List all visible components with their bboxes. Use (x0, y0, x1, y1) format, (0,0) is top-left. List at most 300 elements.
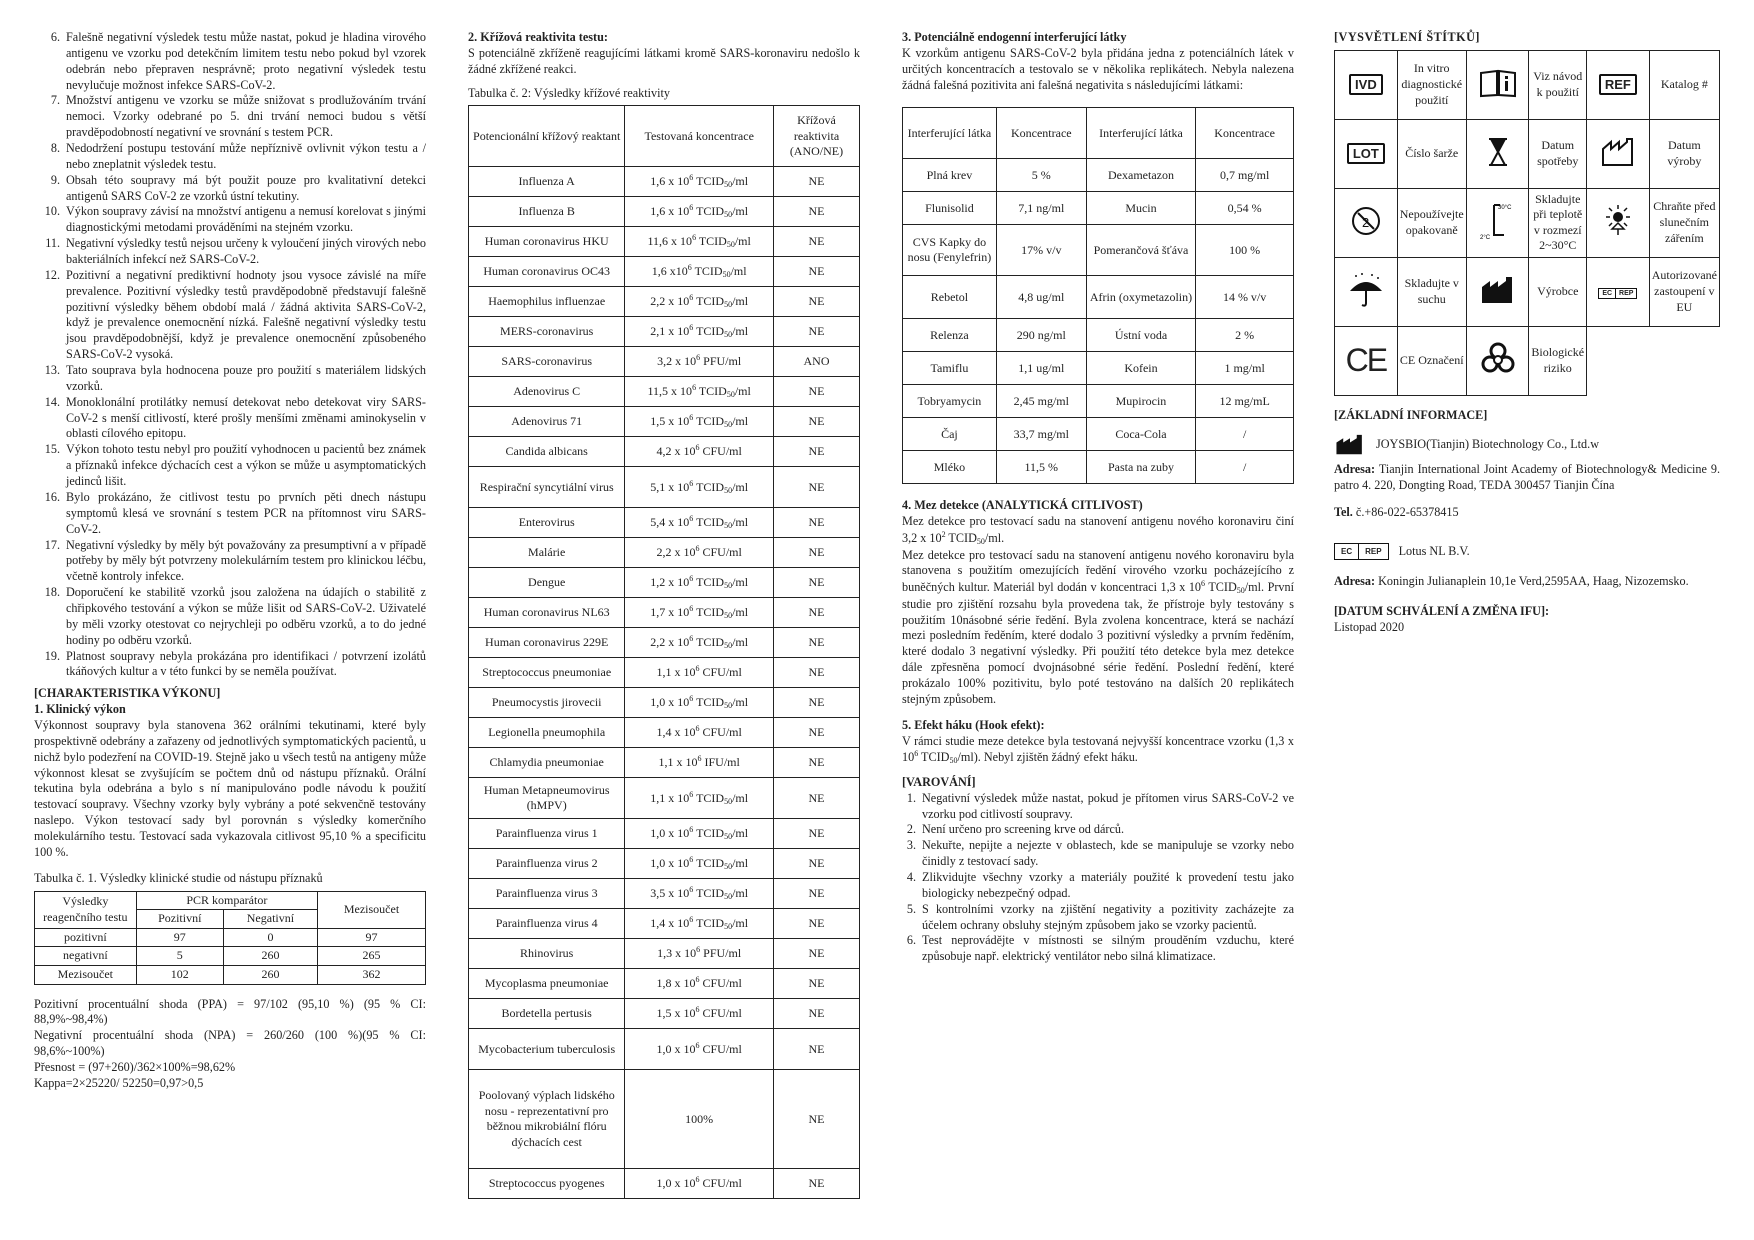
reactant-cell: Respirační syncytiální virus (469, 467, 625, 508)
item-number: 15. (44, 442, 60, 457)
t2-header-concentration: Testovaná koncentrace (625, 106, 774, 167)
reactant-cell: Human coronavirus 229E (469, 628, 625, 658)
mfd-symbol (1587, 119, 1650, 188)
reactivity-cell: NE (773, 909, 859, 939)
reactivity-cell: NE (773, 407, 859, 437)
column-1 (34, 30, 426, 1092)
concentration-cell: 1,1 x $10^6$ $TCID_{50}/ml$ (625, 778, 774, 819)
reactant-cell: Human coronavirus HKU (469, 227, 625, 257)
reactant-cell: Adenovirus C (469, 377, 625, 407)
table-row (469, 598, 860, 628)
cell-c: Mupirocin (1086, 385, 1195, 418)
reactant-cell: Rhinovirus (469, 939, 625, 969)
concentration-cell: 1,4 x $10^6$ $TCID_{50}/ml$ (625, 909, 774, 939)
hook-heading: 5. Efekt háku (Hook efekt): (902, 717, 1045, 732)
manufacturer-label: Výrobce (1529, 257, 1587, 326)
item-number: 11. (45, 236, 60, 251)
table-row (469, 909, 860, 939)
reactant-cell: SARS-coronavirus (469, 347, 625, 377)
reactivity-cell: NE (773, 197, 859, 227)
t1-header-subtotal: Mezisoučet (318, 891, 426, 928)
cell-c: Pomerančová šťáva (1086, 225, 1195, 276)
item-text: Výkon tohoto testu nebyl pro použití vyhodnocen u pacientů bez známek a příznaků infekce dýchacích cest a výkon se může u asymptomatických jedinců lišit. (66, 442, 426, 489)
reactant-cell: Parainfluenza virus 2 (469, 849, 625, 879)
manufacturer-row (1334, 434, 1720, 456)
accuracy-text: Přesnost = (97+260)/362×100%=98,62% (34, 1059, 236, 1074)
cell-c: Kofein (1086, 352, 1195, 385)
concentration-cell: 2,2 x $10^6$ CFU/ml (625, 538, 774, 568)
cell-sub: 97 (318, 928, 426, 947)
reactant-cell: Parainfluenza virus 3 (469, 879, 625, 909)
cross-reactivity-intro: S potenciálně zkříženě reagujícími látkami kromě SARS-koronaviru nedošlo k žádné zkřížené reakci. (468, 45, 860, 76)
table-row (903, 319, 1294, 352)
company-address: Adresa: Tianjin International Joint Academy of Biotechnology& Medicine 9. patro 4. 220, Dongting Road, TEDA 300457 Tianjin Čína (1334, 461, 1720, 492)
table-row (469, 628, 860, 658)
reactivity-cell: NE (773, 467, 859, 508)
cell-d: / (1196, 418, 1294, 451)
limitation-item (34, 30, 426, 93)
ecrep-icon: EC REP (1334, 543, 1389, 560)
t3-header-concentration: Koncentrace (996, 108, 1086, 159)
item-number: 13. (44, 363, 60, 378)
concentration-cell: 1,4 x $10^6$ CFU/ml (625, 718, 774, 748)
concentration-cell: 2,1 x $10^6$ $TCID_{50}/ml$ (625, 317, 774, 347)
reactant-cell: Haemophilus influenzae (469, 287, 625, 317)
lod-paragraph-2: Mez detekce pro testovací sadu na stanovení antigenu nového koronaviru byla stanovena s použitím omezujících ředění virového vzorku pocházejícího z buněčných kultur. Materiál byl dodán v koncentraci 1,3 x $10^6$ $TCID_{50}/ml$. První studie pro zjištění rozsahu byla provedena tak, že přístroje byly testovány s použitím 10násobné série ředění. Byla zvolena koncentrace, která se nachází mezi posledním ředěním, které dodalo 3 pozitivní výsledky a prvním ředěním, které dodalo 3 negativní výsledky. Při použití této detekce byla mez detekce dále zpřesněna pomocí dvojnásobné série ředění. Poslední ředění, které prokázalo 100% pozitivitu, bylo poté testováno na dalších 20 replikátech stejným způsobem. (902, 547, 1294, 706)
cell-a: Flunisolid (903, 192, 997, 225)
table-row (903, 225, 1294, 276)
reactant-cell: Streptococcus pyogenes (469, 1169, 625, 1199)
reactivity-cell: NE (773, 688, 859, 718)
table-row (903, 352, 1294, 385)
table-row (469, 407, 860, 437)
cell-a: Rebetol (903, 276, 997, 319)
ivd-label: In vitro diagnostické použití (1397, 50, 1466, 119)
limitation-item (34, 649, 426, 681)
temperature-limit-icon (1480, 199, 1516, 243)
t3-header-substance: Interferující látka (903, 108, 997, 159)
concentration-cell: 1,0 x $10^6$ $TCID_{50}/ml$ (625, 688, 774, 718)
reactant-cell: Influenza B (469, 197, 625, 227)
eu-rep-row (1334, 543, 1720, 560)
item-number: 12. (44, 267, 60, 282)
table-row (469, 1070, 860, 1169)
item-number: 17. (44, 537, 60, 552)
reactivity-cell: NE (773, 1029, 859, 1070)
do-not-reuse-icon (1350, 205, 1382, 237)
table-row (469, 227, 860, 257)
item-text: Falešně negativní výsledek testu může nastat, pokud je hladina virového antigenu ve vzorku pod detekčním limitem testu nebo pokud byl vzorek odebrán nebo přepraven nesprávně; proto negativní výsledek testu nevylučuje možnost infekce SARS-CoV-2. (66, 30, 426, 92)
cell-d: 0,54 % (1196, 192, 1294, 225)
cross-reactivity-heading: 2. Křížová reaktivita testu: (468, 30, 608, 44)
npa-text: Negativní procentuální shoda (NPA) = 260/260 (100 %)(95 % CI: 98,6%~100%) (34, 1028, 426, 1059)
cell-d: 100 % (1196, 225, 1294, 276)
item-number: 19. (44, 648, 60, 663)
reactivity-cell: NE (773, 1169, 859, 1199)
interfering-heading: 3. Potenciálně endogenní interferující látky (902, 30, 1127, 44)
cell-label: negativní (35, 947, 137, 966)
reactant-cell: Legionella pneumophila (469, 718, 625, 748)
limitation-item (34, 442, 426, 490)
warning-item (902, 870, 1294, 902)
item-number: 7. (50, 93, 60, 108)
ivd-icon: IVD (1349, 74, 1383, 95)
item-text: Negativní výsledky testů nejsou určeny k vyloučení jiných virových nebo bakteriálních infekcí než SARS-CoV-2. (66, 236, 426, 267)
table-row (469, 1169, 860, 1199)
reactant-cell: Human Metapneumovirus (hMPV) (469, 778, 625, 819)
cell-neg: 260 (223, 947, 317, 966)
concentration-cell: 5,4 x $10^6$ $TCID_{50}/ml$ (625, 508, 774, 538)
ref-icon: REF (1599, 74, 1637, 95)
column-2 (468, 30, 860, 1199)
manufacturer-icon (1480, 275, 1516, 305)
concentration-cell: 1,8 x $10^6$ CFU/ml (625, 969, 774, 999)
reactant-cell: Mycobacterium tuberculosis (469, 1029, 625, 1070)
manufacturer-symbol (1466, 257, 1529, 326)
item-number: 8. (50, 141, 60, 156)
limitation-item (34, 204, 426, 236)
cell-a: Plná krev (903, 159, 997, 192)
concentration-cell: 1,7 x $10^6$ $TCID_{50}/ml$ (625, 598, 774, 628)
reactivity-cell: NE (773, 167, 859, 197)
symbols-table (1334, 50, 1720, 396)
table-row (469, 467, 860, 508)
warnings-heading: [VAROVÁNÍ] (902, 774, 976, 789)
cell-a: Tamiflu (903, 352, 997, 385)
lod-heading: 4. Mez detekce (ANALYTICKÁ CITLIVOST) (902, 498, 1143, 513)
table2-caption: Tabulka č. 2: Výsledky křížové reaktivity (468, 85, 670, 100)
cell-c: Afrin (oxymetazolin) (1086, 276, 1195, 319)
reactivity-cell: NE (773, 999, 859, 1029)
table-row (469, 1029, 860, 1070)
limitation-item (34, 93, 426, 141)
concentration-cell: 1,0 x $10^6$ CFU/ml (625, 1029, 774, 1070)
item-text: Monoklonální protilátky nemusí detekovat nebo detekovat viry SARS-CoV-2 s menší citlivostí, které prošly menšími změnami aminokyselin v oblasti cílového epitopu. (66, 394, 426, 441)
reactivity-cell: NE (773, 658, 859, 688)
sunlight-symbol (1587, 188, 1650, 257)
reactivity-cell: NE (773, 437, 859, 467)
ce-mark-icon: CE (1345, 342, 1387, 379)
clinical-results-table (34, 891, 426, 985)
mfd-label: Datum výroby (1649, 119, 1719, 188)
reactant-cell: Parainfluenza virus 1 (469, 819, 625, 849)
reactant-cell: Dengue (469, 568, 625, 598)
reactivity-cell: NE (773, 1070, 859, 1169)
concentration-cell: 2,2 x $10^6$ $TCID_{50}/ml$ (625, 628, 774, 658)
performance-heading: [CHARAKTERISTIKA VÝKONU] (34, 686, 221, 701)
item-number: 1. (906, 790, 916, 805)
limitation-item (34, 395, 426, 443)
ifu-label: Viz návod k použití (1529, 50, 1587, 119)
limitation-item (34, 268, 426, 363)
reactivity-cell: NE (773, 227, 859, 257)
table-row (469, 939, 860, 969)
cell-b: 290 ng/ml (996, 319, 1086, 352)
instructions-book-icon (1478, 68, 1518, 98)
table-row (469, 658, 860, 688)
manufacture-date-icon (1600, 137, 1636, 167)
limitation-item (34, 490, 426, 538)
ecrep-symbol (1587, 257, 1650, 326)
hook-text: V rámci studie meze detekce byla testovaná nejvyšší koncentrace vzorku (1,3 x $10^6$ $TCID_{50}/ml$). Nebyl zjištěn žádný efekt háku. (902, 733, 1294, 766)
table-row (469, 437, 860, 467)
cell-b: 11,5 % (996, 451, 1086, 484)
table-row (469, 377, 860, 407)
item-number: 4. (906, 869, 916, 884)
item-text: Množství antigenu ve vzorku se může snižovat s prodlužováním trvání nemoci. Vzorky odebrané po 5. dni trvání nemoci budou s větší pravděpodobností negativní ve srovnání s testem PCR. (66, 93, 426, 140)
reactant-cell: Influenza A (469, 167, 625, 197)
dry-symbol (1335, 257, 1398, 326)
table-row (35, 965, 426, 984)
table-row (903, 159, 1294, 192)
cell-b: 1,1 ug/ml (996, 352, 1086, 385)
reactivity-cell: NE (773, 598, 859, 628)
item-text: Nekuřte, nepijte a nejezte v oblastech, kde se manipuluje se vzorky nebo činidly z testovací sady. (922, 838, 1294, 869)
concentration-cell: 2,2 x $10^6$ $TCID_{50}/ml$ (625, 287, 774, 317)
reactant-cell: Parainfluenza virus 4 (469, 909, 625, 939)
cell-label: Mezisoučet (35, 965, 137, 984)
reactivity-cell: NE (773, 778, 859, 819)
t1-header-reagent: Výsledky reagenčního testu (35, 891, 137, 928)
table-row (469, 969, 860, 999)
ecrep-label: Autorizované zastoupení v EU (1649, 257, 1719, 326)
item-number: 3. (906, 838, 916, 853)
warnings-list (902, 791, 1294, 965)
concentration-cell: 5,1 x $10^6$ $TCID_{50}/ml$ (625, 467, 774, 508)
warning-item (902, 902, 1294, 934)
cell-c: Mucin (1086, 192, 1195, 225)
svg-text:2: 2 (1361, 214, 1370, 230)
reactant-cell: Candida albicans (469, 437, 625, 467)
reactant-cell: MERS-coronavirus (469, 317, 625, 347)
table-row (469, 819, 860, 849)
cell-d: 14 % v/v (1196, 276, 1294, 319)
cell-sub: 362 (318, 965, 426, 984)
reactant-cell: Human coronavirus NL63 (469, 598, 625, 628)
item-number: 5. (906, 901, 916, 916)
table-row (469, 257, 860, 287)
concentration-cell: 1,2 x $10^6$ $TCID_{50}/ml$ (625, 568, 774, 598)
item-text: Negativní výsledek může nastat, pokud je přítomen virus SARS-CoV-2 ve vzorku pod citlivostí soupravy. (922, 790, 1294, 821)
item-number: 10. (44, 204, 60, 219)
table-row (903, 276, 1294, 319)
reactivity-cell: NE (773, 317, 859, 347)
concentration-cell: 1,1 x $10^6$ CFU/ml (625, 658, 774, 688)
item-text: Zlikvidujte všechny vzorky a materiály použité k provedení testu jako biologicky nebezpečný odpad. (922, 869, 1294, 900)
single-use-symbol (1335, 188, 1398, 257)
cell-d: 0,7 mg/ml (1196, 159, 1294, 192)
concentration-cell: 4,2 x $10^6$ CFU/ml (625, 437, 774, 467)
item-text: Pozitivní a negativní prediktivní hodnoty jsou vysoce závislé na míře prevalence. Pozitivní výsledky testů pravděpodobně představují falešně pozitivní výsledky během období malá / žádná aktivita SARS-CoV-2, když je prevalence onemocnění nízká. Falešně negativní výsledky testu jsou pravděpodobnější, když je prevalence onemocnění způsobeného SARS-CoV-2 vysoká. (66, 267, 426, 362)
reactant-cell: Human coronavirus OC43 (469, 257, 625, 287)
manufacturer-icon (1334, 434, 1366, 456)
cell-a: Relenza (903, 319, 997, 352)
table-row (469, 167, 860, 197)
temp-label: Skladujte při teplotě v rozmezí 2~30°C (1529, 188, 1587, 257)
item-number: 14. (44, 394, 60, 409)
warning-item (902, 838, 1294, 870)
table-row (469, 317, 860, 347)
interfering-intro: K vzorkům antigenu SARS-CoV-2 byla přidána jedna z potenciálních látek v určitých koncentracích a testovalo se v několika replikátech. Nebyla nalezena žádná falešná pozitivita ani falešná negativita s následujícími látkami: (902, 45, 1294, 92)
table-row (469, 748, 860, 778)
clinical-text: Výkonnost soupravy byla stanovena 362 orálními tekutinami, které byly prospektivně odebrány a zařazeny od jednotlivých symptomatických pacientů, u nichž bylo podezření na COVID-19. Stejně jako u všech testů na antigeny může výkonnost klesat se zvyšujícím se počtem dnů od nástupu příznaků. Orální tekutina byla odebrána a bylo s ní manipulováno podle návodu k použití testovací soupravy. Všechny vzorky byly vybrány a poté sekvenčně testovány naslepo. Výkon testovací sady byl porovnán s výsledky komerčního molekulárního testu. Testovací sada vykazovala citlivost 95,10 % a specificitu 100 %. (34, 717, 426, 859)
item-text: Obsah této soupravy má být použit pouze pro kvalitativní detekci antigenů SARS CoV-2 ze vzorků ústní tekutiny. (66, 172, 426, 203)
concentration-cell: 1,1 x $10^6$ IFU/ml (625, 748, 774, 778)
item-text: Tato souprava byla hodnocena pouze pro použití s materiálem lidských vzorků. (66, 363, 426, 393)
table-row (469, 879, 860, 909)
hourglass-icon (1486, 137, 1510, 167)
concentration-cell: 1,3 x $10^6$ PFU/ml (625, 939, 774, 969)
biohazard-label: Biologické riziko (1529, 326, 1587, 395)
reactivity-cell: NE (773, 287, 859, 317)
cell-c: Ústní voda (1086, 319, 1195, 352)
reactant-cell: Bordetella pertusis (469, 999, 625, 1029)
single-use-label: Nepoužívejte opakovaně (1397, 188, 1466, 257)
date-heading: [DATUM SCHVÁLENÍ A ZMĚNA IFU]: (1334, 604, 1550, 619)
concentration-cell: 1,5 x $10^6$ $TCID_{50}/ml$ (625, 407, 774, 437)
concentration-cell: 11,6 x $10^6$ $TCID_{50}/ml$ (625, 227, 774, 257)
reactivity-cell: NE (773, 748, 859, 778)
labels-heading: [VYSVĚTLENÍ ŠTÍTKŮ] (1334, 30, 1480, 44)
item-number: 9. (50, 172, 60, 187)
limitation-item (34, 538, 426, 586)
cell-neg: 0 (223, 928, 317, 947)
ce-label: CE Označení (1397, 326, 1466, 395)
basic-info-heading: [ZÁKLADNÍ INFORMACE] (1334, 407, 1488, 422)
concentration-cell: 1,5 x $10^6$ CFU/ml (625, 999, 774, 1029)
table-row (469, 999, 860, 1029)
t2-header-reactant: Potencionální křížový reaktant (469, 106, 625, 167)
reactant-cell: Enterovirus (469, 508, 625, 538)
temp-symbol (1466, 188, 1529, 257)
table-row (469, 849, 860, 879)
table-row (35, 947, 426, 966)
table-row (469, 688, 860, 718)
t1-header-positive: Pozitivní (136, 910, 223, 929)
ecrep-icon: EC REP (1598, 288, 1637, 299)
reactant-cell: Adenovirus 71 (469, 407, 625, 437)
cell-c: Pasta na zuby (1086, 451, 1195, 484)
table-row (903, 418, 1294, 451)
biohazard-icon (1479, 340, 1517, 378)
reactivity-cell: NE (773, 879, 859, 909)
cell-c: Dexametazon (1086, 159, 1195, 192)
ref-symbol (1587, 50, 1650, 119)
ce-symbol (1335, 326, 1398, 395)
table-row (903, 192, 1294, 225)
date-value: Listopad 2020 (1334, 620, 1405, 635)
cell-pos: 97 (136, 928, 223, 947)
table-row (469, 718, 860, 748)
item-number: 18. (44, 585, 60, 600)
warning-item (902, 822, 1294, 838)
company-phone: Tel. č.+86-022-65378415 (1334, 505, 1459, 520)
concentration-cell: 1,0 x $10^6$ CFU/ml (625, 1169, 774, 1199)
cell-sub: 265 (318, 947, 426, 966)
temp-high-text: 30°C (1497, 204, 1511, 211)
item-text: Není určeno pro screening krve od dárců. (922, 822, 1125, 837)
column-4 (1334, 30, 1720, 636)
reactant-cell: Malárie (469, 538, 625, 568)
kappa-text: Kappa=2×25220/ 52250=0,97>0,5 (34, 1075, 204, 1090)
ivd-symbol (1335, 50, 1398, 119)
reactant-cell: Pneumocystis jirovecii (469, 688, 625, 718)
lot-symbol (1335, 119, 1398, 188)
limitation-item (34, 585, 426, 648)
item-number: 16. (44, 489, 60, 504)
table-row (469, 568, 860, 598)
reactivity-cell: NE (773, 568, 859, 598)
reactivity-cell: ANO (773, 347, 859, 377)
lot-icon: LOT (1347, 143, 1385, 164)
t2-header-reactivity: Křížová reaktivita (ANO/NE) (773, 106, 859, 167)
cell-b: 33,7 mg/ml (996, 418, 1086, 451)
t1-header-negative: Negativní (223, 910, 317, 929)
reactivity-cell: NE (773, 628, 859, 658)
sunlight-label: Chraňte před slunečním zářením (1649, 188, 1719, 257)
cell-d: 2 % (1196, 319, 1294, 352)
item-text: Negativní výsledky by měly být považovány za presumptivní a v případě potřeby by měly být potvrzeny molekulárním testem pro klinickou léčbu, včetně kontroly infekce. (66, 537, 426, 584)
cell-d: 12 mg/mL (1196, 385, 1294, 418)
table-row (35, 928, 426, 947)
limitation-item (34, 363, 426, 395)
cell-a: CVS Kapky do nosu (Fenylefrin) (903, 225, 997, 276)
reactant-cell: Chlamydia pneumoniae (469, 748, 625, 778)
reactivity-cell: NE (773, 257, 859, 287)
item-number: 6. (906, 933, 916, 948)
reactivity-cell: NE (773, 849, 859, 879)
column-3 (902, 30, 1294, 965)
t3-header-substance-2: Interferující látka (1086, 108, 1195, 159)
item-text: Test neprovádějte v místnosti se silným prouděním vzduchu, které způsobuje např. elektrický ventilátor nebo silná klimatizace. (922, 933, 1294, 964)
item-text: Platnost soupravy nebyla prokázána pro identifikaci / potvrzení izolátů tkáňových kultur a v této funkci by se neměla používat. (66, 648, 426, 679)
cell-label: pozitivní (35, 928, 137, 947)
ref-label: Katalog # (1649, 50, 1719, 119)
limitations-list (34, 30, 426, 680)
concentration-cell: 3,5 x $10^6$ $TCID_{50}/ml$ (625, 879, 774, 909)
reactant-cell: Streptococcus pneumoniae (469, 658, 625, 688)
ifu-symbol (1466, 50, 1529, 119)
limitation-item (34, 173, 426, 205)
table-row (903, 385, 1294, 418)
t1-header-pcr: PCR komparátor (136, 891, 317, 910)
t3-header-concentration-2: Koncentrace (1196, 108, 1294, 159)
table-row (469, 538, 860, 568)
concentration-cell: 100% (625, 1070, 774, 1169)
item-number: 2. (906, 822, 916, 837)
table-row (469, 508, 860, 538)
table-row (469, 287, 860, 317)
warning-item (902, 933, 1294, 965)
reactivity-cell: NE (773, 377, 859, 407)
item-text: Nedodržení postupu testování může nepříznivě ovlivnit výkon testu a / nebo zneplatnit výsledek testu. (66, 141, 426, 171)
expiry-label: Datum spotřeby (1529, 119, 1587, 188)
cell-a: Čaj (903, 418, 997, 451)
clinical-heading: 1. Klinický výkon (34, 702, 126, 717)
concentration-cell: 1,6 $x10^6$ $TCID_{50}/ml$ (625, 257, 774, 287)
reactivity-cell: NE (773, 969, 859, 999)
item-text: S kontrolními vzorky na zjištění negativity a pozitivity zacházejte za účelem ochrany obsluhy stejným způsobem jako se vzorky pacientů. (922, 901, 1294, 932)
interfering-table (902, 107, 1294, 484)
concentration-cell: 3,2 x $10^6$ PFU/ml (625, 347, 774, 377)
limitation-item (34, 141, 426, 173)
cell-a: Mléko (903, 451, 997, 484)
concentration-cell: 1,6 x $10^6$ $TCID_{50}/ml$ (625, 167, 774, 197)
concentration-cell: 1,0 x $10^6$ $TCID_{50}/ml$ (625, 819, 774, 849)
table-row (469, 778, 860, 819)
item-number: 6. (50, 30, 60, 44)
table1-caption: Tabulka č. 1. Výsledky klinické studie od nástupu příznaků (34, 870, 323, 885)
